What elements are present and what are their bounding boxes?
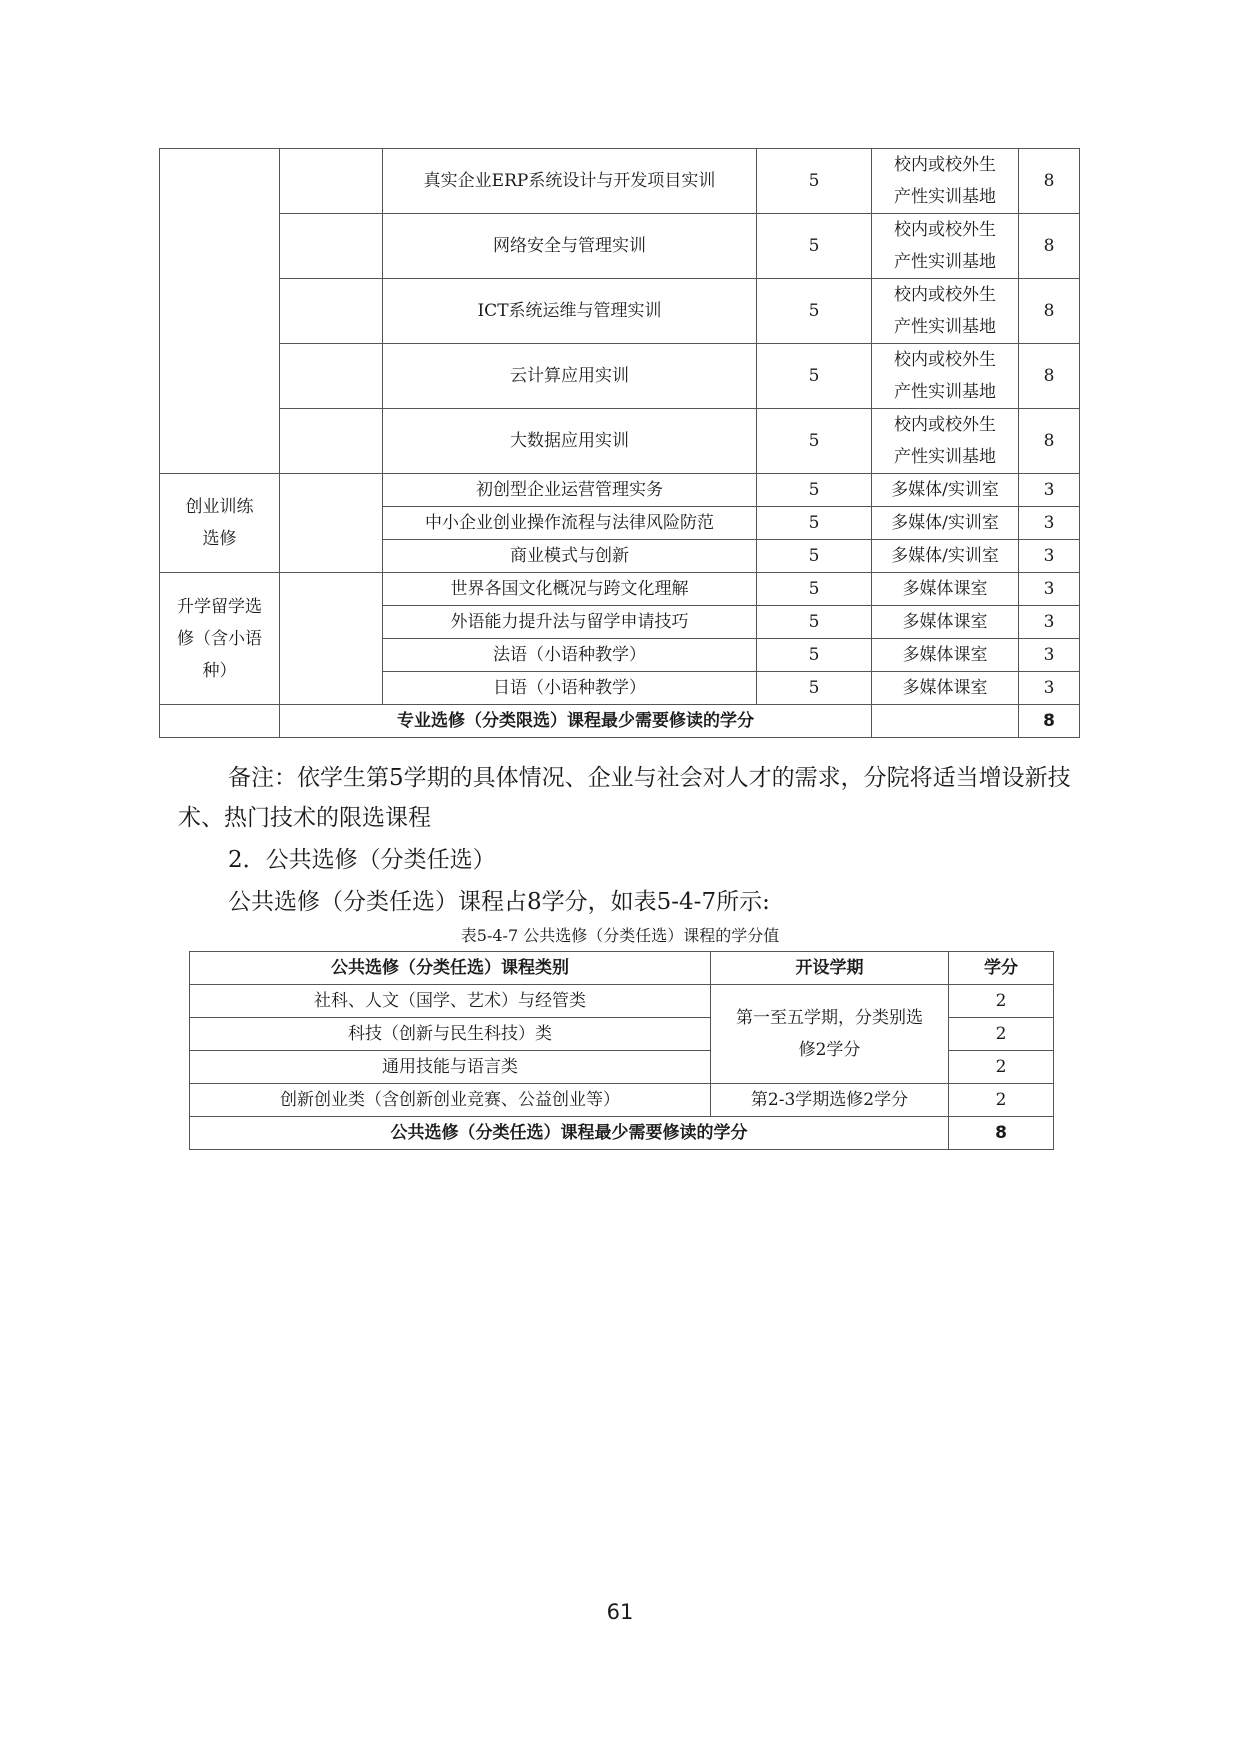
- credit: 8: [1019, 344, 1080, 409]
- credit: 8: [1019, 409, 1080, 474]
- semester: 5: [757, 672, 872, 705]
- place: 多媒体课室: [872, 606, 1019, 639]
- empty-cell: [280, 344, 383, 409]
- header-credit: 学分: [949, 952, 1054, 985]
- semester: 5: [757, 507, 872, 540]
- course-name: 真实企业ERP系统设计与开发项目实训: [383, 149, 757, 214]
- credit: 3: [1019, 639, 1080, 672]
- table-row: [160, 149, 1080, 214]
- semester: 5: [757, 573, 872, 606]
- table-row: [160, 573, 1080, 606]
- section-heading: 2．公共选修（分类任选）: [228, 847, 496, 873]
- empty-cell: [160, 705, 280, 738]
- credit: 8: [1019, 149, 1080, 214]
- table-row: [160, 279, 1080, 344]
- empty-cell: [280, 279, 383, 344]
- credit: 3: [1019, 672, 1080, 705]
- category: 通用技能与语言类: [190, 1051, 711, 1084]
- course-name: ICT系统运维与管理实训: [383, 279, 757, 344]
- place: 多媒体课室: [872, 672, 1019, 705]
- empty-cell: [280, 474, 383, 573]
- semester: 5: [757, 606, 872, 639]
- table-row: [160, 474, 1080, 507]
- course-name: 法语（小语种教学）: [383, 639, 757, 672]
- total-credit: 8: [949, 1117, 1054, 1150]
- header-row: [190, 952, 1054, 985]
- semester: 5: [757, 279, 872, 344]
- course-name: 中小企业创业操作流程与法律风险防范: [383, 507, 757, 540]
- table-row: [190, 985, 1054, 1018]
- public-elective-table: [189, 951, 1054, 1150]
- table-row: [160, 344, 1080, 409]
- total-row: [190, 1117, 1054, 1150]
- total-label: 公共选修（分类任选）课程最少需要修读的学分: [190, 1117, 949, 1150]
- place: 多媒体课室: [872, 639, 1019, 672]
- place: 多媒体/实训室: [872, 474, 1019, 507]
- credit: 2: [949, 1084, 1054, 1117]
- credit: 3: [1019, 507, 1080, 540]
- elective-course-table: [159, 148, 1080, 738]
- merged-semester: 第一至五学期，分类别选 修2学分: [711, 985, 949, 1084]
- course-name: 云计算应用实训: [383, 344, 757, 409]
- course-name: 世界各国文化概况与跨文化理解: [383, 573, 757, 606]
- course-name: 商业模式与创新: [383, 540, 757, 573]
- place: 校内或校外生 产性实训基地: [872, 344, 1019, 409]
- credit: 3: [1019, 573, 1080, 606]
- empty-cell: [280, 409, 383, 474]
- credit: 8: [1019, 279, 1080, 344]
- table-caption: 表5-4-7 公共选修（分类任选）课程的学分值: [460, 926, 780, 945]
- table-row: [160, 214, 1080, 279]
- place: 校内或校外生 产性实训基地: [872, 214, 1019, 279]
- credit: 2: [949, 985, 1054, 1018]
- place: 多媒体/实训室: [872, 507, 1019, 540]
- place: 校内或校外生 产性实训基地: [872, 279, 1019, 344]
- course-name: 大数据应用实训: [383, 409, 757, 474]
- category: 创新创业类（含创新创业竞赛、公益创业等）: [190, 1084, 711, 1117]
- table-row: [190, 1084, 1054, 1117]
- semester: 5: [757, 540, 872, 573]
- course-name: 外语能力提升法与留学申请技巧: [383, 606, 757, 639]
- course-name: 日语（小语种教学）: [383, 672, 757, 705]
- total-row: [160, 705, 1080, 738]
- course-name: 网络安全与管理实训: [383, 214, 757, 279]
- semester: 5: [757, 149, 872, 214]
- note-paragraph: 备注：依学生第5学期的具体情况、企业与社会对人才的需求，分院将适当增设新技术、热门技术的限选课程: [178, 765, 1071, 831]
- semester: 5: [757, 474, 872, 507]
- credit: 8: [1019, 214, 1080, 279]
- place: 多媒体课室: [872, 573, 1019, 606]
- table-row: [160, 409, 1080, 474]
- empty-cell: [280, 214, 383, 279]
- empty-cell: [872, 705, 1019, 738]
- credit: 3: [1019, 540, 1080, 573]
- total-label: 专业选修（分类限选）课程最少需要修读的学分: [280, 705, 872, 738]
- empty-cell: [280, 149, 383, 214]
- credit: 2: [949, 1051, 1054, 1084]
- intro-paragraph: 公共选修（分类任选）课程占8学分，如表5-4-7所示:: [228, 889, 770, 915]
- semester: 5: [757, 344, 872, 409]
- category: 社科、人文（国学、艺术）与经管类: [190, 985, 711, 1018]
- semester: 5: [757, 409, 872, 474]
- group-label-study-abroad: 升学留学选 修（含小语 种）: [160, 573, 280, 705]
- empty-cell: [280, 573, 383, 705]
- header-category: 公共选修（分类任选）课程类别: [190, 952, 711, 985]
- header-semester: 开设学期: [711, 952, 949, 985]
- semester: 5: [757, 214, 872, 279]
- category: 科技（创新与民生科技）类: [190, 1018, 711, 1051]
- group-label-entrepreneur: 创业训练 选修: [160, 474, 280, 573]
- place: 校内或校外生 产性实训基地: [872, 409, 1019, 474]
- course-name: 初创型企业运营管理实务: [383, 474, 757, 507]
- credit: 3: [1019, 474, 1080, 507]
- place: 校内或校外生 产性实训基地: [872, 149, 1019, 214]
- group-cell-empty: [160, 149, 280, 474]
- place: 多媒体/实训室: [872, 540, 1019, 573]
- page-number: 61: [606, 1600, 634, 1624]
- total-credit: 8: [1019, 705, 1080, 738]
- semester: 第2-3学期选修2学分: [711, 1084, 949, 1117]
- credit: 2: [949, 1018, 1054, 1051]
- semester: 5: [757, 639, 872, 672]
- credit: 3: [1019, 606, 1080, 639]
